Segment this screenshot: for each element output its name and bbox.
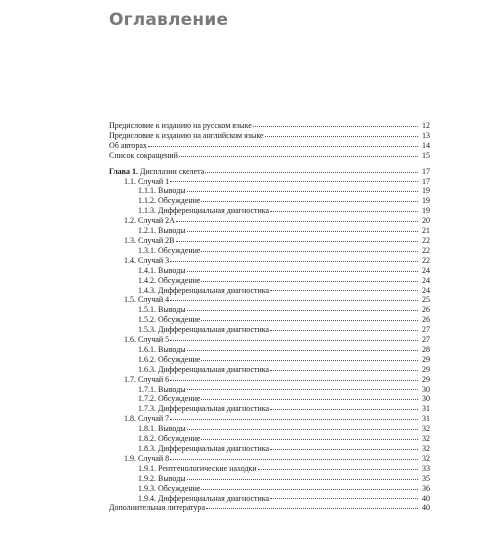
toc-entry-label: Предисловие к изданию на русском языке (109, 121, 252, 130)
toc-entry[interactable] (109, 196, 430, 206)
toc-entry-page: 14 (422, 140, 430, 150)
toc-entry[interactable] (109, 454, 430, 464)
toc-entry-label: 1.7. Случай 6 (124, 374, 170, 384)
toc-entry-page: 29 (422, 374, 430, 384)
toc-entry-page: 30 (422, 394, 430, 404)
toc-entry-label: 1.1.1. Выводы (138, 186, 186, 196)
dot-leader (170, 418, 418, 420)
toc-entry[interactable] (109, 375, 430, 385)
toc-entry-page: 20 (422, 216, 430, 226)
toc-entry-page: 32 (422, 444, 430, 453)
dot-leader (187, 428, 418, 430)
toc-entry-page: 30 (422, 384, 430, 394)
toc-entry-page: 22 (422, 235, 430, 245)
toc-entry-label (109, 167, 204, 177)
toc-entry-label: 1.9. Случай 8 (124, 453, 170, 463)
toc-entry-label: 1.8.3. Дифференциальная диагностика (138, 444, 270, 453)
toc-entry-page: 31 (422, 404, 430, 414)
toc-entry[interactable] (109, 335, 430, 345)
dot-leader (170, 260, 418, 262)
dot-leader (270, 448, 418, 450)
toc-entry-label: 1.4. Случай 3 (124, 255, 170, 265)
toc-entry-page: 22 (422, 255, 430, 265)
dot-leader (187, 190, 418, 192)
toc-entry[interactable] (109, 121, 430, 131)
dot-leader (270, 408, 418, 410)
toc-entry[interactable] (109, 206, 430, 216)
dot-leader (176, 240, 418, 242)
toc-entry-page: 22 (422, 245, 430, 255)
toc-entry[interactable] (109, 434, 430, 444)
toc-entry[interactable] (109, 246, 430, 256)
toc-entry-label: 1.1.2. Обсуждение (138, 196, 201, 206)
toc-entry-page: 12 (422, 121, 430, 130)
dot-leader (201, 398, 418, 400)
chapter-entries-list (109, 177, 430, 514)
toc-entry-label: Список сокращений (109, 150, 178, 160)
dot-leader (206, 507, 418, 509)
dot-leader (179, 155, 418, 157)
dot-leader (187, 230, 418, 232)
toc-entry[interactable] (109, 186, 430, 196)
toc-entry-page: 25 (422, 295, 430, 305)
toc-entry-page: 29 (422, 364, 430, 374)
toc-entry-page: 24 (422, 285, 430, 295)
toc-entry[interactable] (109, 345, 430, 355)
toc-entry-label: 1.8.1. Выводы (138, 424, 186, 434)
dot-leader (170, 379, 418, 381)
toc-entry-page: 21 (422, 226, 430, 236)
dot-leader (170, 339, 418, 341)
toc-entry[interactable] (109, 494, 430, 504)
toc-entry[interactable] (109, 266, 430, 276)
toc-entry[interactable] (109, 404, 430, 414)
toc-entry[interactable] (109, 276, 430, 286)
table-of-contents (109, 121, 430, 513)
dot-leader (187, 270, 418, 272)
toc-entry-page: 40 (422, 503, 430, 513)
toc-entry[interactable] (109, 474, 430, 484)
toc-entry-label: 1.6. Случай 5 (124, 335, 170, 345)
toc-entry-label: 1.6.1. Выводы (138, 344, 186, 354)
toc-entry-page: 31 (422, 414, 430, 424)
toc-entry-page: 35 (422, 473, 430, 483)
toc-entry[interactable] (109, 394, 430, 404)
toc-entry[interactable] (109, 365, 430, 375)
toc-entry-label: 1.5. Случай 4 (124, 295, 170, 305)
toc-entry-label: 1.7.3. Дифференциальная диагностика (138, 404, 270, 414)
dot-leader (205, 171, 418, 173)
dot-leader (201, 359, 418, 361)
toc-entry[interactable] (109, 216, 430, 226)
dot-leader (253, 125, 418, 127)
toc-entry-label: 1.3. Случай 2B (124, 235, 175, 245)
toc-entry-page: 32 (422, 434, 430, 444)
toc-entry[interactable] (109, 177, 430, 187)
toc-entry-label: 1.7.1. Выводы (138, 384, 186, 394)
toc-entry-page: 27 (422, 325, 430, 335)
dot-leader (201, 438, 418, 440)
toc-entry-page: 28 (422, 344, 430, 354)
toc-entry[interactable] (109, 295, 430, 305)
toc-entry[interactable] (109, 464, 430, 474)
dot-leader (258, 468, 418, 470)
dot-leader (170, 458, 418, 460)
toc-entry-label: 1.4.1. Выводы (138, 265, 186, 275)
dot-leader (187, 388, 418, 390)
toc-entry-label: 1.5.2. Обсуждение (138, 315, 201, 325)
dot-leader (270, 210, 418, 212)
toc-entry-label: 1.5.1. Выводы (138, 305, 186, 315)
toc-entry[interactable] (109, 315, 430, 325)
toc-entry[interactable] (109, 385, 430, 395)
dot-leader (176, 220, 418, 222)
dot-leader (201, 488, 418, 490)
toc-entry-page: 19 (422, 196, 430, 206)
dot-leader (187, 309, 418, 311)
toc-entry-page: 17 (422, 166, 430, 176)
toc-entry-label: 1.5.3. Дифференциальная диагностика (138, 325, 270, 335)
toc-entry-page: 13 (422, 130, 430, 140)
toc-entry-label: 1.2. Случай 2A (124, 216, 175, 226)
toc-entry-label: 1.9.4. Дифференциальная диагностика (138, 493, 270, 503)
dot-leader (148, 145, 418, 147)
toc-entry-label: 1.9.3. Обсуждение (138, 483, 201, 493)
toc-entry-label: 1.6.3. Дифференциальная диагностика (138, 364, 270, 374)
toc-entry[interactable] (109, 131, 430, 141)
toc-entry[interactable] (109, 141, 430, 151)
toc-entry-page: 27 (422, 335, 430, 345)
toc-entry-label: 1.6.2. Обсуждение (138, 354, 201, 364)
toc-entry[interactable] (109, 503, 430, 513)
dot-leader (201, 280, 418, 282)
toc-entry-label: 1.4.3. Дифференциальная диагностика (138, 285, 270, 295)
toc-entry-page: 26 (422, 315, 430, 325)
dot-leader (265, 135, 418, 137)
dot-leader (201, 250, 418, 252)
toc-entry-page: 19 (422, 186, 430, 196)
toc-entry[interactable] (109, 151, 430, 161)
toc-entry[interactable] (109, 355, 430, 365)
dot-leader (187, 349, 418, 351)
toc-entry-label: 1.8.2. Обсуждение (138, 434, 201, 444)
toc-entry-label: Дополнительная литература (109, 503, 205, 513)
toc-entry-page: 24 (422, 275, 430, 285)
page-title: Оглавление (109, 10, 229, 30)
toc-entry-page: 17 (422, 176, 430, 186)
toc-entry-label: 1.1. Случай 1 (124, 176, 170, 186)
toc-entry-label: 1.9.1. Рентгенологические находки (138, 463, 257, 473)
front-matter-list (109, 121, 430, 161)
toc-entry-page: 29 (422, 354, 430, 364)
toc-entry-label: 1.7.2. Обсуждение (138, 394, 201, 404)
dot-leader (270, 369, 418, 371)
toc-entry[interactable] (109, 286, 430, 296)
toc-entry-page: 15 (422, 150, 430, 160)
toc-entry[interactable] (109, 444, 430, 454)
toc-entry[interactable] (109, 484, 430, 494)
toc-entry[interactable] (109, 236, 430, 246)
toc-entry[interactable] (109, 424, 430, 434)
dot-leader (170, 180, 418, 182)
dot-leader (270, 329, 418, 331)
dot-leader (201, 200, 418, 202)
toc-entry-page: 33 (422, 463, 430, 473)
toc-entry[interactable] (109, 414, 430, 424)
dot-leader (170, 299, 418, 301)
toc-entry-label: 1.1.3. Дифференциальная диагностика (138, 206, 270, 216)
toc-entry-label: 1.8. Случай 7 (124, 414, 170, 424)
toc-entry[interactable] (109, 305, 430, 315)
chapter-prefix: Глава 1. (109, 166, 138, 176)
toc-entry[interactable] (109, 226, 430, 236)
dot-leader (270, 289, 418, 291)
toc-entry[interactable] (109, 325, 430, 335)
dot-leader (270, 497, 418, 499)
toc-entry-page: 32 (422, 424, 430, 434)
toc-entry-label: Предисловие к изданию на английском языке (109, 130, 264, 140)
toc-entry-page: 36 (422, 483, 430, 493)
toc-entry-label: 1.9.2. Выводы (138, 473, 186, 483)
toc-entry[interactable] (109, 256, 430, 266)
toc-entry-label: Об авторах (109, 140, 147, 150)
dot-leader (187, 478, 418, 480)
toc-entry-label: 1.2.1. Выводы (138, 226, 186, 236)
toc-entry-label: 1.4.2. Обсуждение (138, 275, 201, 285)
dot-leader (201, 319, 418, 321)
toc-entry-label: 1.3.1. Обсуждение (138, 245, 201, 255)
toc-entry-page: 24 (422, 265, 430, 275)
toc-entry-page: 32 (422, 453, 430, 463)
toc-entry-page: 19 (422, 206, 430, 216)
toc-entry-page: 40 (422, 493, 430, 503)
chapter-title: Дисплазии скелета (140, 166, 205, 176)
toc-chapter-entry[interactable] (109, 167, 430, 177)
toc-entry-page: 26 (422, 305, 430, 315)
